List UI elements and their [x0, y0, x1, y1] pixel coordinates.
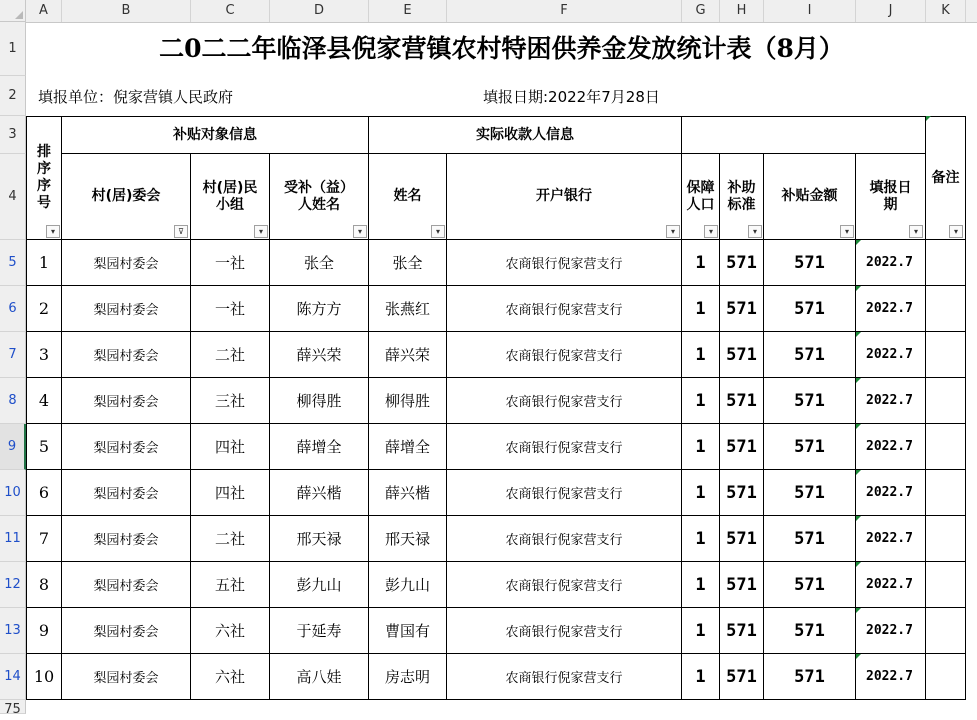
- cell-village[interactable]: 梨园村委会: [62, 332, 191, 378]
- cell-seq[interactable]: 2: [26, 286, 62, 332]
- cell-standard[interactable]: 571: [720, 470, 764, 516]
- cell-remark[interactable]: [926, 562, 966, 608]
- sheet-title[interactable]: 二0二二年临泽县倪家营镇农村特困供养金发放统计表（8月）: [159, 34, 844, 63]
- cell-team[interactable]: 六社: [191, 608, 270, 654]
- cell-name[interactable]: 房志明: [369, 654, 447, 700]
- cell-remark[interactable]: [926, 424, 966, 470]
- cell-indicator-icon: [856, 332, 861, 337]
- cell-amount[interactable]: 571: [764, 332, 856, 378]
- cell-date[interactable]: 2022.7: [856, 654, 926, 700]
- cell-team[interactable]: 一社: [191, 286, 270, 332]
- cell-amount[interactable]: 571: [764, 286, 856, 332]
- column-header-c[interactable]: C: [191, 0, 270, 22]
- cell-subsidized[interactable]: 陈方方: [270, 286, 369, 332]
- row-header-14[interactable]: 14: [0, 654, 26, 700]
- cell-subsidized[interactable]: 高八娃: [270, 654, 369, 700]
- column-header-h[interactable]: H: [720, 0, 764, 22]
- column-header-b[interactable]: B: [62, 0, 191, 22]
- cell-team[interactable]: 二社: [191, 516, 270, 562]
- cell-name[interactable]: 薛兴楷: [369, 470, 447, 516]
- cell-indicator-icon: [926, 116, 931, 121]
- cell-standard[interactable]: 571: [720, 562, 764, 608]
- cell-village[interactable]: 梨园村委会: [62, 654, 191, 700]
- cell-team[interactable]: 五社: [191, 562, 270, 608]
- cell-indicator-icon: [856, 424, 861, 429]
- cell-seq[interactable]: 6: [26, 470, 62, 516]
- cell-date[interactable]: 2022.7: [856, 286, 926, 332]
- header-amount[interactable]: 补贴金额: [764, 154, 856, 240]
- cell-remark[interactable]: [926, 286, 966, 332]
- header-group-recipient[interactable]: 实际收款人信息: [369, 116, 682, 154]
- cell-amount[interactable]: 571: [764, 654, 856, 700]
- cell-subsidized[interactable]: 于延寿: [270, 608, 369, 654]
- row-header-4[interactable]: 4: [0, 154, 26, 240]
- cell-date[interactable]: 2022.7: [856, 470, 926, 516]
- cell-seq[interactable]: 10: [26, 654, 62, 700]
- cell-persons[interactable]: 1: [682, 470, 720, 516]
- cell-village[interactable]: 梨园村委会: [62, 240, 191, 286]
- cell-village[interactable]: 梨园村委会: [62, 378, 191, 424]
- column-header-bar: [0, 0, 977, 23]
- cell-remark[interactable]: [926, 516, 966, 562]
- header-date[interactable]: 填报日期: [856, 154, 926, 240]
- cell-village[interactable]: 梨园村委会: [62, 424, 191, 470]
- cell-seq[interactable]: 7: [26, 516, 62, 562]
- cell-name[interactable]: 张全: [369, 240, 447, 286]
- row-header-75[interactable]: 75: [0, 700, 26, 714]
- cell-seq[interactable]: 3: [26, 332, 62, 378]
- cell-standard[interactable]: 571: [720, 332, 764, 378]
- cell-seq[interactable]: 4: [26, 378, 62, 424]
- column-header-k[interactable]: K: [926, 0, 966, 22]
- cell-bank[interactable]: 农商银行倪家营支行: [447, 240, 682, 286]
- filler-date[interactable]: 填报日期:2022年7月28日: [483, 88, 660, 106]
- column-header-i[interactable]: I: [764, 0, 856, 22]
- cell-team[interactable]: 四社: [191, 470, 270, 516]
- cell-seq[interactable]: 1: [26, 240, 62, 286]
- header-team[interactable]: 村(居)民小组: [191, 154, 270, 240]
- cell-remark[interactable]: [926, 654, 966, 700]
- cell-seq[interactable]: 8: [26, 562, 62, 608]
- filter-dropdown-bank[interactable]: ▾: [666, 225, 680, 238]
- cell-persons[interactable]: 1: [682, 378, 720, 424]
- row-header-2[interactable]: 2: [0, 76, 26, 116]
- cell-village[interactable]: 梨园村委会: [62, 516, 191, 562]
- cell-subsidized[interactable]: 柳得胜: [270, 378, 369, 424]
- cell-bank[interactable]: 农商银行倪家营支行: [447, 654, 682, 700]
- cell-date[interactable]: 2022.7: [856, 516, 926, 562]
- cell-persons[interactable]: 1: [682, 424, 720, 470]
- header-bank[interactable]: 开户银行: [447, 154, 682, 240]
- cell-standard[interactable]: 571: [720, 378, 764, 424]
- column-header-d[interactable]: D: [270, 0, 369, 22]
- cell-seq[interactable]: 9: [26, 608, 62, 654]
- cell-indicator-icon: [856, 608, 861, 613]
- row-header-11[interactable]: 11: [0, 516, 26, 562]
- cell-name[interactable]: 彭九山: [369, 562, 447, 608]
- row-header-10[interactable]: 10: [0, 470, 26, 516]
- filter-active-village[interactable]: ⊽: [174, 225, 188, 238]
- cell-standard[interactable]: 571: [720, 608, 764, 654]
- cell-standard[interactable]: 571: [720, 286, 764, 332]
- cell-bank[interactable]: 农商银行倪家营支行: [447, 516, 682, 562]
- filter-dropdown-amount[interactable]: ▾: [840, 225, 854, 238]
- cell-bank[interactable]: 农商银行倪家营支行: [447, 608, 682, 654]
- cell-subsidized[interactable]: 张全: [270, 240, 369, 286]
- filter-dropdown-name[interactable]: ▾: [431, 225, 445, 238]
- cell-standard[interactable]: 571: [720, 516, 764, 562]
- header-seq[interactable]: 排序序号: [26, 116, 62, 240]
- cell-village[interactable]: 梨园村委会: [62, 608, 191, 654]
- cell-bank[interactable]: 农商银行倪家营支行: [447, 286, 682, 332]
- cell-amount[interactable]: 571: [764, 470, 856, 516]
- cell-amount[interactable]: 571: [764, 240, 856, 286]
- cell-standard[interactable]: 571: [720, 240, 764, 286]
- filter-dropdown-remark[interactable]: ▾: [949, 225, 963, 238]
- column-header-e[interactable]: E: [369, 0, 447, 22]
- cell-indicator-icon: [856, 470, 861, 475]
- row-header-9[interactable]: 9: [0, 424, 26, 470]
- cell-name[interactable]: 曹国有: [369, 608, 447, 654]
- cell-subsidized[interactable]: 薛增全: [270, 424, 369, 470]
- header-subsidized[interactable]: 受补（益）人姓名: [270, 154, 369, 240]
- filter-dropdown-standard[interactable]: ▾: [748, 225, 762, 238]
- filler-unit[interactable]: 填报单位：倪家营镇人民政府: [38, 88, 234, 106]
- cell-remark[interactable]: [926, 470, 966, 516]
- header-group-blank[interactable]: [682, 116, 926, 154]
- cell-team[interactable]: 一社: [191, 240, 270, 286]
- column-header-f[interactable]: F: [447, 0, 682, 22]
- cell-persons[interactable]: 1: [682, 240, 720, 286]
- cell-persons[interactable]: 1: [682, 516, 720, 562]
- filter-dropdown-subsidized[interactable]: ▾: [353, 225, 367, 238]
- cell-standard[interactable]: 571: [720, 654, 764, 700]
- cell-indicator-icon: [856, 516, 861, 521]
- cell-persons[interactable]: 1: [682, 608, 720, 654]
- cell-name[interactable]: 邢天禄: [369, 516, 447, 562]
- column-header-g[interactable]: G: [682, 0, 720, 22]
- cell-indicator-icon: [856, 378, 861, 383]
- row-header-5[interactable]: 5: [0, 240, 26, 286]
- cell-persons[interactable]: 1: [682, 562, 720, 608]
- cell-remark[interactable]: [926, 332, 966, 378]
- filter-dropdown-persons[interactable]: ▾: [704, 225, 718, 238]
- row-header-13[interactable]: 13: [0, 608, 26, 654]
- cell-subsidized[interactable]: 薛兴楷: [270, 470, 369, 516]
- cell-date[interactable]: 2022.7: [856, 424, 926, 470]
- cell-date[interactable]: 2022.7: [856, 240, 926, 286]
- filter-dropdown-seq[interactable]: ▾: [46, 225, 60, 238]
- header-village[interactable]: 村(居)委会: [62, 154, 191, 240]
- cell-name[interactable]: 张燕红: [369, 286, 447, 332]
- cell-subsidized[interactable]: 薛兴荣: [270, 332, 369, 378]
- cell-date[interactable]: 2022.7: [856, 562, 926, 608]
- cell-amount[interactable]: 571: [764, 562, 856, 608]
- header-standard[interactable]: 补助标准: [720, 154, 764, 240]
- cell-amount[interactable]: 571: [764, 608, 856, 654]
- cell-date[interactable]: 2022.7: [856, 378, 926, 424]
- cell-persons[interactable]: 1: [682, 332, 720, 378]
- cell-team[interactable]: 三社: [191, 378, 270, 424]
- cell-bank[interactable]: 农商银行倪家营支行: [447, 562, 682, 608]
- header-remark[interactable]: 备注: [926, 116, 966, 240]
- header-name[interactable]: 姓名: [369, 154, 447, 240]
- row-header-6[interactable]: 6: [0, 286, 26, 332]
- cell-subsidized[interactable]: 邢天禄: [270, 516, 369, 562]
- filter-dropdown-team[interactable]: ▾: [254, 225, 268, 238]
- cell-remark[interactable]: [926, 240, 966, 286]
- cell-date[interactable]: 2022.7: [856, 608, 926, 654]
- cell-persons[interactable]: 1: [682, 286, 720, 332]
- cell-remark[interactable]: [926, 378, 966, 424]
- cell-seq[interactable]: 5: [26, 424, 62, 470]
- cell-village[interactable]: 梨园村委会: [62, 562, 191, 608]
- cell-bank[interactable]: 农商银行倪家营支行: [447, 378, 682, 424]
- select-all-corner[interactable]: [0, 0, 26, 22]
- cell-indicator-icon: [856, 654, 861, 659]
- cell-name[interactable]: 柳得胜: [369, 378, 447, 424]
- filter-dropdown-date[interactable]: ▾: [909, 225, 923, 238]
- cell-name[interactable]: 薛兴荣: [369, 332, 447, 378]
- cell-village[interactable]: 梨园村委会: [62, 286, 191, 332]
- cell-name[interactable]: 薛增全: [369, 424, 447, 470]
- header-group-subsidy[interactable]: 补贴对象信息: [62, 116, 369, 154]
- row-header-12[interactable]: 12: [0, 562, 26, 608]
- cell-amount[interactable]: 571: [764, 378, 856, 424]
- cell-standard[interactable]: 571: [720, 424, 764, 470]
- row-header-8[interactable]: 8: [0, 378, 26, 424]
- cell-indicator-icon: [856, 286, 861, 291]
- row-header-7[interactable]: 7: [0, 332, 26, 378]
- cell-indicator-icon: [856, 240, 861, 245]
- cell-bank[interactable]: 农商银行倪家营支行: [447, 332, 682, 378]
- row-header-1[interactable]: 1: [0, 22, 26, 76]
- column-header-j[interactable]: J: [856, 0, 926, 22]
- cell-subsidized[interactable]: 彭九山: [270, 562, 369, 608]
- header-persons[interactable]: 保障人口: [682, 154, 720, 240]
- cell-bank[interactable]: 农商银行倪家营支行: [447, 470, 682, 516]
- cell-indicator-icon: [856, 562, 861, 567]
- cell-team[interactable]: 四社: [191, 424, 270, 470]
- cell-amount[interactable]: 571: [764, 516, 856, 562]
- cell-persons[interactable]: 1: [682, 654, 720, 700]
- column-header-a[interactable]: A: [26, 0, 62, 22]
- cell-team[interactable]: 二社: [191, 332, 270, 378]
- cell-amount[interactable]: 571: [764, 424, 856, 470]
- row-header-3[interactable]: 3: [0, 116, 26, 154]
- cell-village[interactable]: 梨园村委会: [62, 470, 191, 516]
- cell-date[interactable]: 2022.7: [856, 332, 926, 378]
- cell-bank[interactable]: 农商银行倪家营支行: [447, 424, 682, 470]
- cell-remark[interactable]: [926, 608, 966, 654]
- cell-team[interactable]: 六社: [191, 654, 270, 700]
